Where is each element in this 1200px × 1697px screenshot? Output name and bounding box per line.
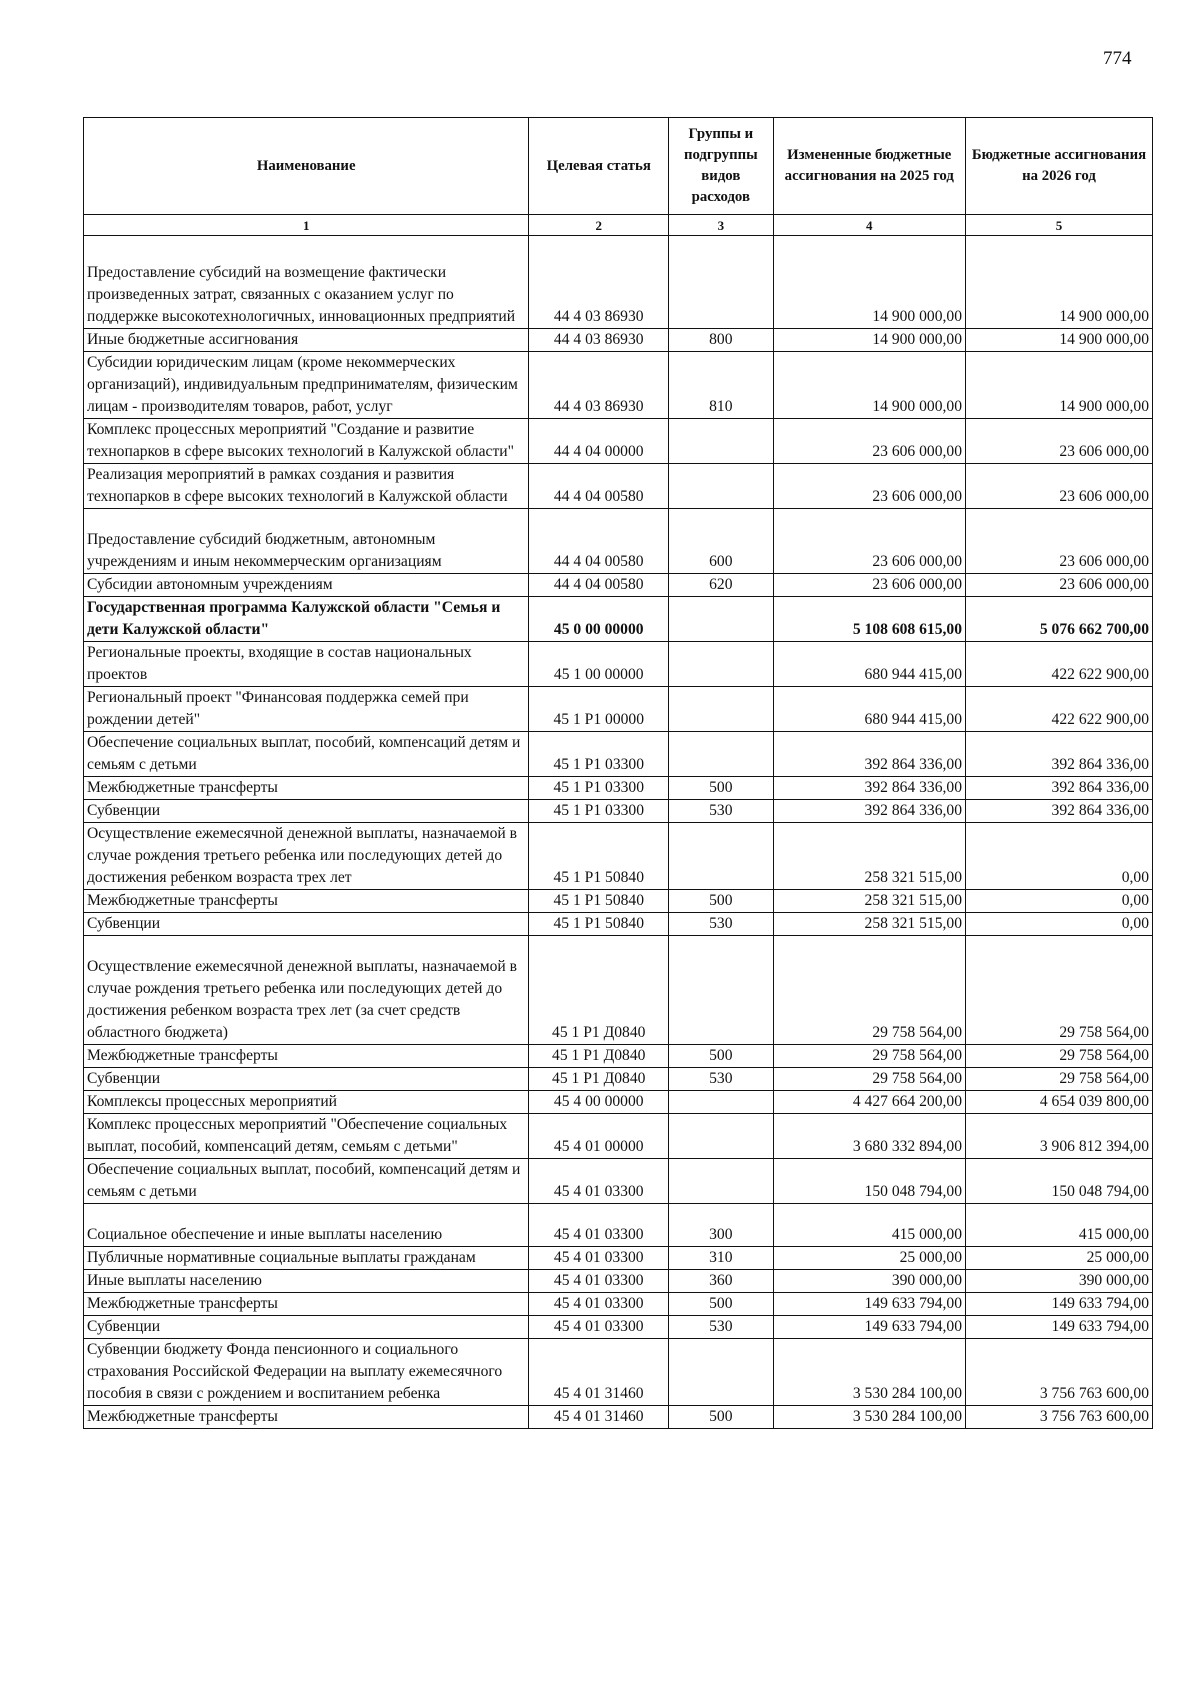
row-expense-group — [669, 1159, 773, 1204]
row-name: Предоставление субсидий бюджетным, автономным учреждениям и иным некоммерческим организациям — [84, 509, 529, 574]
row-target-article: 45 4 00 00000 — [529, 1091, 669, 1114]
column-number: 2 — [529, 215, 669, 236]
row-name: Обеспечение социальных выплат, пособий, компенсаций детям и семьям с детьми — [84, 1159, 529, 1204]
row-expense-group — [669, 1114, 773, 1159]
row-target-article: 45 4 01 03300 — [529, 1270, 669, 1293]
table-row — [84, 913, 1153, 936]
table-row — [84, 1114, 1153, 1159]
row-amount-2025: 258 321 515,00 — [773, 823, 965, 890]
header-expense-groups: Группы и подгруппы видов расходов — [669, 118, 773, 215]
row-expense-group: 500 — [669, 1406, 773, 1429]
row-expense-group — [669, 642, 773, 687]
row-name: Социальное обеспечение и иные выплаты населению — [84, 1204, 529, 1247]
row-amount-2025: 3 680 332 894,00 — [773, 1114, 965, 1159]
table-row — [84, 1204, 1153, 1247]
row-target-article: 45 4 01 03300 — [529, 1159, 669, 1204]
row-target-article: 44 4 03 86930 — [529, 236, 669, 329]
table-row — [84, 687, 1153, 732]
row-target-article: 45 4 01 00000 — [529, 1114, 669, 1159]
row-target-article: 44 4 04 00000 — [529, 419, 669, 464]
row-amount-2025: 25 000,00 — [773, 1247, 965, 1270]
row-amount-2026: 0,00 — [966, 890, 1153, 913]
row-name: Субвенции бюджету Фонда пенсионного и социального страхования Российской Федерации на выплату ежемесячного пособия в связи с рождением и воспитанием ребенка — [84, 1339, 529, 1406]
row-target-article: 45 1 00 00000 — [529, 642, 669, 687]
row-amount-2026: 29 758 564,00 — [966, 1045, 1153, 1068]
row-target-article: 45 1 P1 Д0840 — [529, 936, 669, 1045]
row-name: Осуществление ежемесячной денежной выплаты, назначаемой в случае рождения третьего ребенка или последующих детей до достижения ребенком возраста трех лет (за счет средств областного бюджета) — [84, 936, 529, 1045]
row-expense-group: 500 — [669, 777, 773, 800]
page-number: 774 — [1103, 48, 1132, 69]
row-name: Субвенции — [84, 1316, 529, 1339]
row-expense-group — [669, 732, 773, 777]
row-amount-2026: 392 864 336,00 — [966, 777, 1153, 800]
row-expense-group: 530 — [669, 1316, 773, 1339]
row-name: Региональный проект "Финансовая поддержка семей при рождении детей" — [84, 687, 529, 732]
budget-table — [83, 117, 1153, 1429]
table-row — [84, 800, 1153, 823]
row-amount-2026: 3 756 763 600,00 — [966, 1406, 1153, 1429]
row-target-article: 45 4 01 03300 — [529, 1293, 669, 1316]
table-row — [84, 419, 1153, 464]
row-amount-2025: 3 530 284 100,00 — [773, 1339, 965, 1406]
table-row — [84, 329, 1153, 352]
row-amount-2026: 0,00 — [966, 913, 1153, 936]
row-amount-2025: 258 321 515,00 — [773, 890, 965, 913]
row-amount-2026: 0,00 — [966, 823, 1153, 890]
column-number: 4 — [773, 215, 965, 236]
row-expense-group: 500 — [669, 890, 773, 913]
row-amount-2026: 150 048 794,00 — [966, 1159, 1153, 1204]
table-row — [84, 1406, 1153, 1429]
row-amount-2026: 23 606 000,00 — [966, 419, 1153, 464]
table-row — [84, 1316, 1153, 1339]
row-amount-2026: 422 622 900,00 — [966, 687, 1153, 732]
row-name: Межбюджетные трансферты — [84, 1293, 529, 1316]
row-name: Субсидии юридическим лицам (кроме некоммерческих организаций), индивидуальным предпринимателям, физическим лицам - производителям товаров, работ, услуг — [84, 352, 529, 419]
row-name: Комплекс процессных мероприятий "Обеспечение социальных выплат, пособий, компенсаций детям, семьям с детьми" — [84, 1114, 529, 1159]
row-amount-2026: 149 633 794,00 — [966, 1293, 1153, 1316]
row-expense-group: 500 — [669, 1293, 773, 1316]
row-expense-group: 360 — [669, 1270, 773, 1293]
row-target-article: 44 4 04 00580 — [529, 464, 669, 509]
row-amount-2025: 23 606 000,00 — [773, 509, 965, 574]
column-number-row — [84, 215, 1153, 236]
table-row — [84, 1159, 1153, 1204]
table-row — [84, 1270, 1153, 1293]
row-amount-2026: 29 758 564,00 — [966, 1068, 1153, 1091]
row-amount-2026: 23 606 000,00 — [966, 464, 1153, 509]
row-amount-2025: 680 944 415,00 — [773, 642, 965, 687]
table-row — [84, 890, 1153, 913]
header-row — [84, 118, 1153, 215]
row-name: Публичные нормативные социальные выплаты гражданам — [84, 1247, 529, 1270]
row-expense-group: 310 — [669, 1247, 773, 1270]
table-row — [84, 464, 1153, 509]
row-name: Субвенции — [84, 1068, 529, 1091]
row-amount-2025: 392 864 336,00 — [773, 800, 965, 823]
column-number: 5 — [966, 215, 1153, 236]
row-name: Региональные проекты, входящие в состав национальных проектов — [84, 642, 529, 687]
row-name: Комплекс процессных мероприятий "Создание и развитие технопарков в сфере высоких технологий в Калужской области" — [84, 419, 529, 464]
row-target-article: 45 1 P1 Д0840 — [529, 1045, 669, 1068]
row-expense-group — [669, 236, 773, 329]
row-target-article: 45 4 01 31460 — [529, 1406, 669, 1429]
row-amount-2025: 3 530 284 100,00 — [773, 1406, 965, 1429]
row-expense-group — [669, 464, 773, 509]
row-expense-group: 810 — [669, 352, 773, 419]
row-amount-2026: 149 633 794,00 — [966, 1316, 1153, 1339]
row-amount-2025: 4 427 664 200,00 — [773, 1091, 965, 1114]
row-name: Государственная программа Калужской области "Семья и дети Калужской области" — [84, 597, 529, 642]
row-name: Субвенции — [84, 913, 529, 936]
row-expense-group — [669, 936, 773, 1045]
row-name: Межбюджетные трансферты — [84, 890, 529, 913]
row-name: Реализация мероприятий в рамках создания и развития технопарков в сфере высоких технологий в Калужской области — [84, 464, 529, 509]
row-amount-2025: 149 633 794,00 — [773, 1293, 965, 1316]
row-amount-2026: 14 900 000,00 — [966, 352, 1153, 419]
row-target-article: 45 4 01 31460 — [529, 1339, 669, 1406]
row-name: Межбюджетные трансферты — [84, 1406, 529, 1429]
row-amount-2026: 390 000,00 — [966, 1270, 1153, 1293]
row-expense-group: 530 — [669, 1068, 773, 1091]
row-target-article: 45 4 01 03300 — [529, 1316, 669, 1339]
row-name: Иные выплаты населению — [84, 1270, 529, 1293]
table-row — [84, 1091, 1153, 1114]
header-allocations-2026: Бюджетные ассигнования на 2026 год — [966, 118, 1153, 215]
row-amount-2025: 415 000,00 — [773, 1204, 965, 1247]
row-expense-group — [669, 1339, 773, 1406]
table-row — [84, 777, 1153, 800]
row-amount-2025: 150 048 794,00 — [773, 1159, 965, 1204]
table-row — [84, 1045, 1153, 1068]
header-amended-2025: Измененные бюджетные ассигнования на 2025 год — [773, 118, 965, 215]
table-row — [84, 642, 1153, 687]
row-amount-2025: 23 606 000,00 — [773, 419, 965, 464]
header-name: Наименование — [84, 118, 529, 215]
row-amount-2025: 392 864 336,00 — [773, 777, 965, 800]
row-name: Межбюджетные трансферты — [84, 777, 529, 800]
row-amount-2025: 29 758 564,00 — [773, 936, 965, 1045]
row-amount-2025: 23 606 000,00 — [773, 574, 965, 597]
row-amount-2026: 3 756 763 600,00 — [966, 1339, 1153, 1406]
row-expense-group — [669, 419, 773, 464]
row-amount-2026: 14 900 000,00 — [966, 236, 1153, 329]
row-amount-2026: 3 906 812 394,00 — [966, 1114, 1153, 1159]
row-amount-2026: 25 000,00 — [966, 1247, 1153, 1270]
row-amount-2025: 149 633 794,00 — [773, 1316, 965, 1339]
row-amount-2025: 29 758 564,00 — [773, 1068, 965, 1091]
header-target-article: Целевая статья — [529, 118, 669, 215]
table-row — [84, 597, 1153, 642]
row-name: Осуществление ежемесячной денежной выплаты, назначаемой в случае рождения третьего ребенка или последующих детей до достижения ребенком возраста трех лет — [84, 823, 529, 890]
row-name: Иные бюджетные ассигнования — [84, 329, 529, 352]
row-expense-group — [669, 687, 773, 732]
row-expense-group — [669, 597, 773, 642]
row-amount-2026: 5 076 662 700,00 — [966, 597, 1153, 642]
row-expense-group: 530 — [669, 913, 773, 936]
row-target-article: 45 1 P1 03300 — [529, 777, 669, 800]
row-target-article: 45 1 P1 03300 — [529, 732, 669, 777]
row-amount-2026: 4 654 039 800,00 — [966, 1091, 1153, 1114]
row-amount-2025: 14 900 000,00 — [773, 236, 965, 329]
table-row — [84, 352, 1153, 419]
row-name: Межбюджетные трансферты — [84, 1045, 529, 1068]
row-target-article: 45 1 P1 Д0840 — [529, 1068, 669, 1091]
row-expense-group: 600 — [669, 509, 773, 574]
table-row — [84, 509, 1153, 574]
row-target-article: 44 4 03 86930 — [529, 329, 669, 352]
row-name: Субсидии автономным учреждениям — [84, 574, 529, 597]
row-name: Субвенции — [84, 800, 529, 823]
row-amount-2026: 23 606 000,00 — [966, 509, 1153, 574]
row-expense-group: 620 — [669, 574, 773, 597]
row-name: Комплексы процессных мероприятий — [84, 1091, 529, 1114]
row-target-article: 45 1 P1 50840 — [529, 823, 669, 890]
table-row — [84, 1247, 1153, 1270]
row-target-article: 45 4 01 03300 — [529, 1204, 669, 1247]
row-amount-2026: 392 864 336,00 — [966, 732, 1153, 777]
column-number: 1 — [84, 215, 529, 236]
row-target-article: 44 4 04 00580 — [529, 509, 669, 574]
row-target-article: 45 1 P1 00000 — [529, 687, 669, 732]
table-row — [84, 936, 1153, 1045]
row-target-article: 44 4 04 00580 — [529, 574, 669, 597]
row-amount-2025: 14 900 000,00 — [773, 329, 965, 352]
row-expense-group: 800 — [669, 329, 773, 352]
table-row — [84, 823, 1153, 890]
row-expense-group: 300 — [669, 1204, 773, 1247]
table-row — [84, 1339, 1153, 1406]
table-row — [84, 236, 1153, 329]
row-amount-2025: 392 864 336,00 — [773, 732, 965, 777]
row-amount-2026: 392 864 336,00 — [966, 800, 1153, 823]
row-amount-2025: 258 321 515,00 — [773, 913, 965, 936]
row-name: Предоставление субсидий на возмещение фактически произведенных затрат, связанных с оказанием услуг по поддержке высокотехнологичных, инновационных предприятий — [84, 236, 529, 329]
column-number: 3 — [669, 215, 773, 236]
table-row — [84, 574, 1153, 597]
table-row — [84, 1293, 1153, 1316]
table-row — [84, 1068, 1153, 1091]
row-amount-2026: 14 900 000,00 — [966, 329, 1153, 352]
row-target-article: 45 4 01 03300 — [529, 1247, 669, 1270]
row-amount-2026: 415 000,00 — [966, 1204, 1153, 1247]
row-amount-2026: 422 622 900,00 — [966, 642, 1153, 687]
row-amount-2025: 23 606 000,00 — [773, 464, 965, 509]
row-amount-2025: 680 944 415,00 — [773, 687, 965, 732]
row-amount-2026: 29 758 564,00 — [966, 936, 1153, 1045]
row-amount-2025: 5 108 608 615,00 — [773, 597, 965, 642]
row-target-article: 45 0 00 00000 — [529, 597, 669, 642]
row-expense-group — [669, 1091, 773, 1114]
row-amount-2025: 14 900 000,00 — [773, 352, 965, 419]
row-name: Обеспечение социальных выплат, пособий, компенсаций детям и семьям с детьми — [84, 732, 529, 777]
row-target-article: 45 1 P1 50840 — [529, 913, 669, 936]
row-amount-2025: 29 758 564,00 — [773, 1045, 965, 1068]
row-expense-group — [669, 823, 773, 890]
row-target-article: 45 1 P1 03300 — [529, 800, 669, 823]
row-amount-2025: 390 000,00 — [773, 1270, 965, 1293]
row-target-article: 44 4 03 86930 — [529, 352, 669, 419]
row-target-article: 45 1 P1 50840 — [529, 890, 669, 913]
table-row — [84, 732, 1153, 777]
row-expense-group: 530 — [669, 800, 773, 823]
row-expense-group: 500 — [669, 1045, 773, 1068]
row-amount-2026: 23 606 000,00 — [966, 574, 1153, 597]
